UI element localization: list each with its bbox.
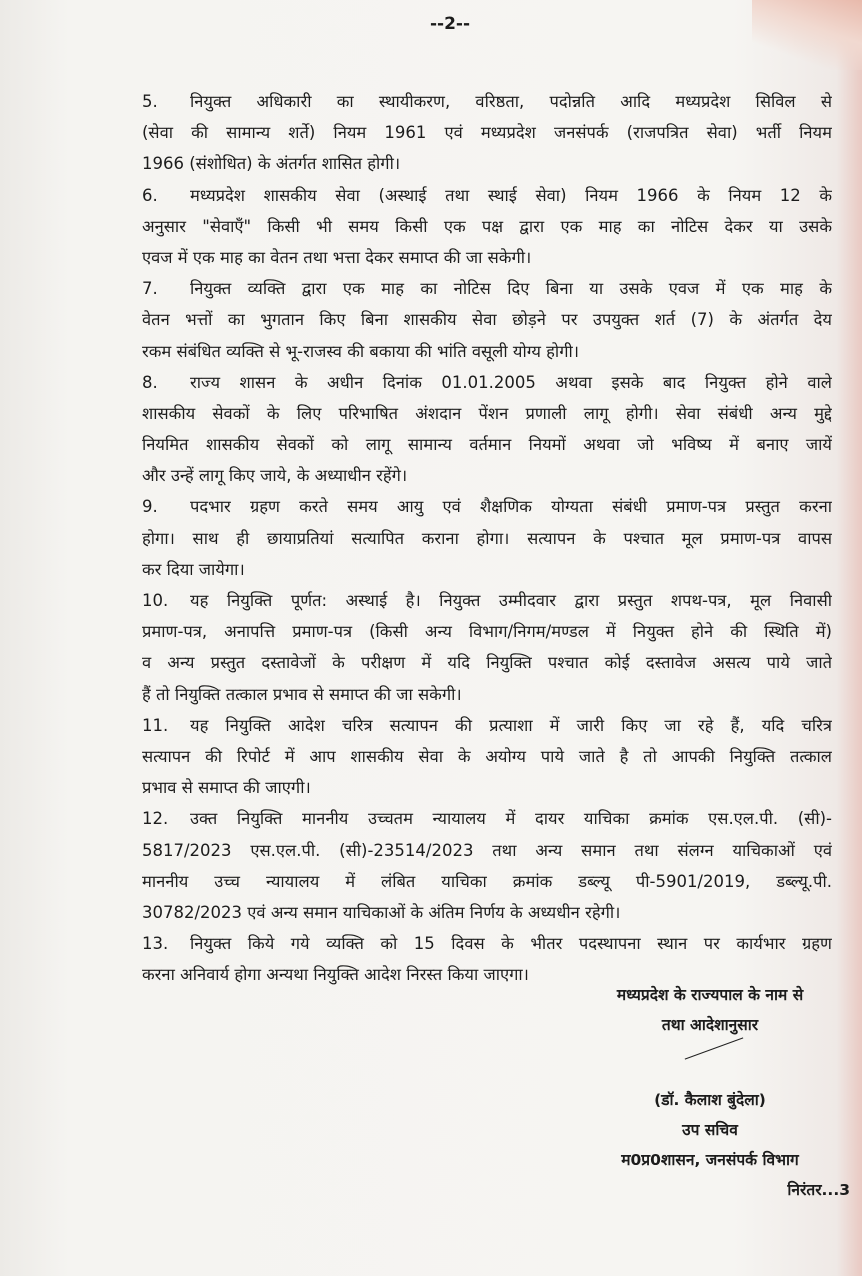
- clause-number: 6.: [142, 185, 158, 205]
- clause-line: [142, 273, 832, 304]
- folded-corner: [752, 0, 862, 70]
- clause-text: वेतन भत्तों का भुगतान किए बिना शासकीय सेवा छोड़ने पर उपयुक्त शर्त (7) के अंतर्गत देय: [142, 310, 832, 330]
- clause-11: [142, 710, 832, 804]
- clause-text: राज्य शासन के अधीन दिनांक 01.01.2005 अथवा इसके बाद नियुक्त होने वाले: [190, 372, 832, 392]
- clause-line: [142, 523, 832, 554]
- clause-text: यह नियुक्ति पूर्णत: अस्थाई है। नियुक्त उम्मीदवार द्वारा प्रस्तुत शपथ-पत्र, मूल निवासी: [190, 591, 832, 610]
- signatory-department: म0प्र0शासन, जनसंपर्क विभाग: [621, 1151, 799, 1169]
- clause-line: [142, 460, 832, 491]
- clause-line: [142, 211, 832, 242]
- clause-line: [142, 741, 832, 772]
- signatory-designation: उप सचिव: [682, 1121, 738, 1139]
- clause-line: [142, 398, 832, 429]
- authority-line-1: मध्यप्रदेश के राज्यपाल के नाम से: [616, 986, 804, 1004]
- clause-line: [142, 180, 832, 211]
- clause-text: होगा। साथ ही छायाप्रतियां सत्यापित कराना होगा। सत्यापन के पश्चात मूल प्रमाण-पत्र वापस: [142, 528, 832, 548]
- clause-line: [142, 928, 832, 959]
- clause-text: करना अनिवार्य होगा अन्यथा नियुक्ति आदेश निरस्त किया जाएगा।: [142, 965, 529, 985]
- clause-text: सत्यापन की रिपोर्ट में आप शासकीय सेवा के अयोग्य पाये जाते है तो आपकी नियुक्ति तत्काल: [142, 746, 832, 766]
- clause-line: [142, 897, 832, 928]
- clause-number: 7.: [142, 279, 158, 299]
- clause-text: 1966 (संशोधित) के अंतर्गत शासित होगी।: [142, 154, 401, 174]
- continued-note: निरंतर...3: [787, 1181, 850, 1199]
- clause-text: पदभार ग्रहण करते समय आयु एवं शैक्षणिक योग्यता संबंधी प्रमाण-पत्र प्रस्तुत करना: [190, 497, 832, 517]
- clause-line: [142, 616, 832, 647]
- clause-9: [142, 491, 832, 585]
- clause-line: [142, 429, 832, 460]
- clause-text: यह नियुक्ति आदेश चरित्र सत्यापन की प्रत्याशा में जारी किए जा रहे हैं, यदि चरित्र: [190, 715, 832, 735]
- clause-line: [142, 491, 832, 522]
- clause-line: [142, 835, 832, 866]
- clause-text: व अन्य प्रस्तुत दस्तावेजों के परीक्षण में यदि नियुक्ति पश्चात कोई दस्तावेज असत्य पाये जाते: [142, 653, 832, 673]
- clause-line: [142, 117, 832, 148]
- clause-text: 5817/2023 एस.एल.पी. (सी)-23514/2023 तथा अन्य समान तथा संलग्न याचिकाओं एवं: [142, 840, 832, 860]
- clause-text: नियमित शासकीय सेवकों को लागू सामान्य वर्तमान नियमों अथवा जो भविष्य में बनाए जायें: [142, 435, 832, 455]
- clause-line: [142, 304, 832, 335]
- signature-mark: [685, 1037, 744, 1059]
- clause-number: 11.: [142, 715, 169, 735]
- clause-text: नियुक्त अधिकारी का स्थायीकरण, वरिष्ठता, पदोन्नति आदि मध्यप्रदेश सिविल से: [190, 92, 832, 111]
- clause-text: और उन्हें लागू किए जाये, के अध्याधीन रहेंगे।: [142, 466, 408, 486]
- clause-text: नियुक्त किये गये व्यक्ति को 15 दिवस के भीतर पदस्थापना स्थान पर कार्यभार ग्रहण: [190, 934, 832, 954]
- authority-line-2: तथा आदेशानुसार: [661, 1016, 759, 1034]
- clause-text: प्रमाण-पत्र, अनापत्ति प्रमाण-पत्र (किसी अन्य विभाग/निगम/मण्डल में नियुक्त होने की स्थिति में): [142, 622, 832, 642]
- clause-line: [142, 710, 832, 741]
- clause-text: उक्त नियुक्ति माननीय उच्चतम न्यायालय में दायर याचिका क्रमांक एस.एल.पी. (सी)-: [190, 809, 832, 829]
- clause-12: [142, 803, 832, 928]
- clause-text: (सेवा की सामान्य शर्ते) नियम 1961 एवं मध्यप्रदेश जनसंपर्क (राजपत्रित सेवा) भर्ती नियम: [142, 123, 832, 143]
- clause-line: [142, 679, 832, 710]
- signatory-name: (डॉ. कैलाश बुंदेला): [654, 1091, 766, 1109]
- clause-line: [142, 866, 832, 897]
- clause-text: एवज में एक माह का वेतन तथा भत्ता देकर समाप्त की जा सकेगी।: [142, 247, 532, 267]
- clause-number: 8.: [142, 372, 158, 392]
- clause-line: [142, 148, 832, 179]
- clause-line: [142, 554, 832, 585]
- clause-6: [142, 180, 832, 274]
- clause-line: [142, 336, 832, 367]
- clause-line: [142, 585, 832, 616]
- clause-text: रकम संबंधित व्यक्ति से भू-राजस्व की बकाया की भांति वसूली योग्य होगी।: [142, 341, 580, 361]
- clause-number: 5.: [142, 92, 158, 111]
- clause-10: [142, 585, 832, 710]
- page-number: --2--: [429, 14, 471, 34]
- clause-5: [142, 86, 832, 180]
- clause-text: शासकीय सेवकों के लिए परिभाषित अंशदान पेंशन प्रणाली लागू होगी। सेवा संबंधी अन्य मुद्दे: [142, 403, 832, 423]
- clause-text: हैं तो नियुक्ति तत्काल प्रभाव से समाप्त की जा सकेगी।: [142, 684, 462, 704]
- clause-line: [142, 367, 832, 398]
- clause-line: [142, 242, 832, 273]
- clause-line: [142, 803, 832, 834]
- clause-number: 13.: [142, 934, 169, 954]
- clause-line: [142, 772, 832, 803]
- clause-number: 9.: [142, 497, 158, 517]
- clause-7: [142, 273, 832, 367]
- clause-number: 10.: [142, 591, 169, 610]
- clause-text: कर दिया जायेगा।: [142, 559, 245, 579]
- clause-number: 12.: [142, 809, 169, 829]
- clause-line: [142, 647, 832, 678]
- clause-text: अनुसार "सेवाएँ" किसी भी समय किसी एक पक्ष द्वारा एक माह का नोटिस देकर या उसके: [142, 216, 832, 236]
- clause-text: 30782/2023 एवं अन्य समान याचिकाओं के अंतिम निर्णय के अध्यधीन रहेगी।: [142, 902, 621, 922]
- clause-text: नियुक्त व्यक्ति द्वारा एक माह का नोटिस दिए बिना या उसके एवज में एक माह के: [190, 279, 832, 299]
- document-body: [142, 86, 832, 990]
- clause-text: प्रभाव से समाप्त की जाएगी।: [142, 778, 311, 798]
- clause-text: मध्यप्रदेश शासकीय सेवा (अस्थाई तथा स्थाई सेवा) नियम 1966 के नियम 12 के: [190, 185, 832, 205]
- clause-text: माननीय उच्च न्यायालय में लंबित याचिका क्रमांक डब्ल्यू पी-5901/2019, डब्ल्यू.पी.: [142, 871, 832, 891]
- clause-8: [142, 367, 832, 492]
- clause-line: [142, 86, 832, 117]
